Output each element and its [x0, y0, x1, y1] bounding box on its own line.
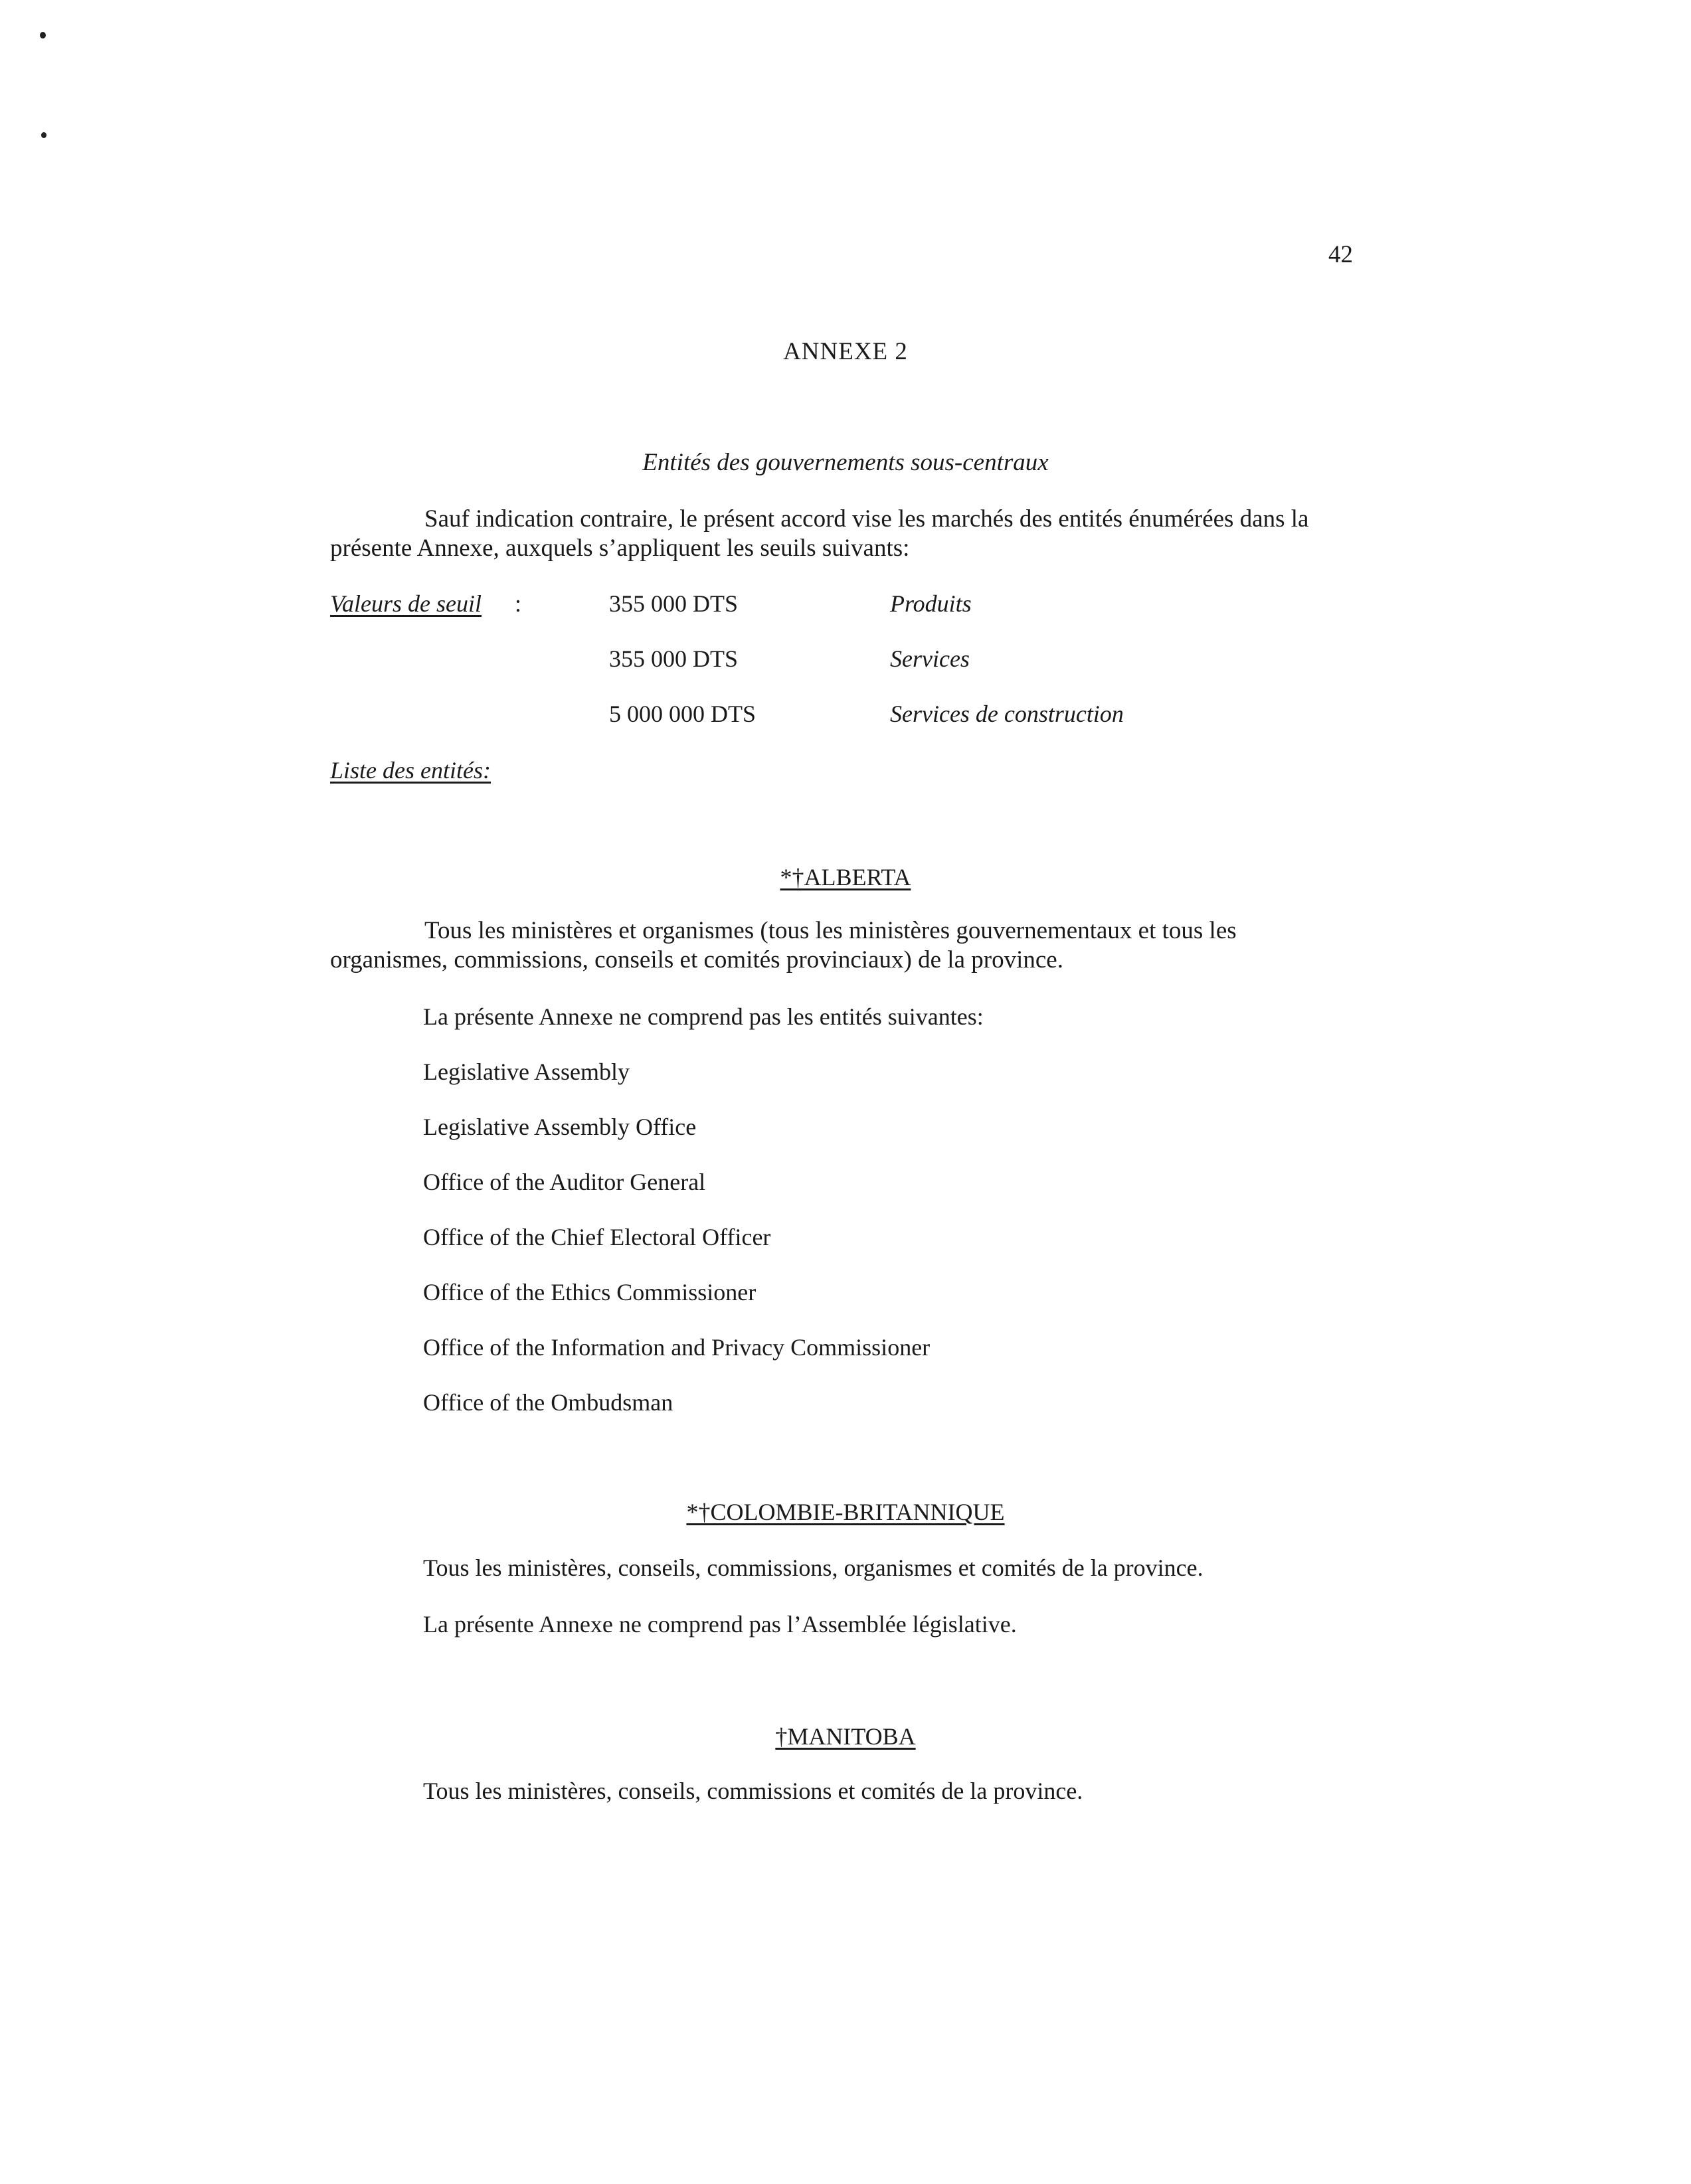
- british-columbia-line-2: La présente Annexe ne comprend pas l’Assemblée législative.: [423, 1611, 1017, 1638]
- alberta-exclusion-item: Office of the Chief Electoral Officer: [423, 1224, 771, 1250]
- threshold-category-services: Services: [890, 645, 970, 672]
- alberta-exclusion-item: Office of the Ombudsman: [423, 1389, 673, 1416]
- alberta-exclusion-item: Office of the Ethics Commissioner: [423, 1279, 756, 1305]
- annex-subtitle: Entités des gouvernements sous-centraux: [642, 449, 1049, 476]
- intro-paragraph: [330, 505, 1366, 563]
- page-number: 42: [1328, 241, 1353, 268]
- alberta-paragraph: [330, 916, 1366, 975]
- manitoba-line-1: Tous les ministères, conseils, commissions et comités de la province.: [423, 1778, 1083, 1804]
- threshold-amount-goods: 355 000 DTS: [609, 590, 739, 617]
- province-heading-alberta: [0, 863, 1691, 891]
- threshold-category-goods: Produits: [890, 590, 972, 617]
- threshold-amount-services: 355 000 DTS: [609, 645, 739, 672]
- annex-title: ANNEXE 2: [783, 338, 908, 365]
- alberta-line-1: Tous les ministères et organismes (tous les ministères gouvernementaux et tous les: [424, 917, 1237, 944]
- intro-line-2: présente Annexe, auxquels s’appliquent les seuils suivants:: [330, 535, 910, 562]
- alberta-exclusion-item: Office of the Information and Privacy Commissioner: [423, 1334, 931, 1361]
- province-heading-manitoba: [0, 1722, 1691, 1750]
- threshold-colon: :: [515, 590, 522, 617]
- alberta-exclusion-item: Office of the Auditor General: [423, 1169, 706, 1195]
- alberta-exclusion-item: Legislative Assembly: [423, 1058, 630, 1085]
- alberta-exclusion-intro: La présente Annexe ne comprend pas les entités suivantes:: [423, 1003, 984, 1030]
- scan-mark-top: [40, 32, 46, 39]
- threshold-amount-construction: 5 000 000 DTS: [609, 701, 756, 727]
- alberta-line-2: organismes, commissions, conseils et comités provinciaux) de la province.: [330, 946, 1063, 973]
- scan-mark-bottom: [41, 132, 46, 138]
- entity-list-heading: Liste des entités:: [330, 757, 491, 784]
- threshold-category-construction: Services de construction: [890, 701, 1124, 727]
- alberta-heading-text: *†ALBERTA: [780, 864, 911, 890]
- threshold-label: Valeurs de seuil: [330, 590, 482, 617]
- british-columbia-heading-text: *†COLOMBIE-BRITANNIQUE: [686, 1499, 1005, 1525]
- alberta-exclusion-item: Legislative Assembly Office: [423, 1114, 697, 1140]
- manitoba-heading-text: †MANITOBA: [775, 1723, 916, 1750]
- british-columbia-line-1: Tous les ministères, conseils, commissions, organismes et comités de la province.: [423, 1554, 1203, 1581]
- province-heading-british-columbia: [0, 1498, 1691, 1526]
- intro-line-1: Sauf indication contraire, le présent accord vise les marchés des entités énumérées dans la: [424, 505, 1309, 533]
